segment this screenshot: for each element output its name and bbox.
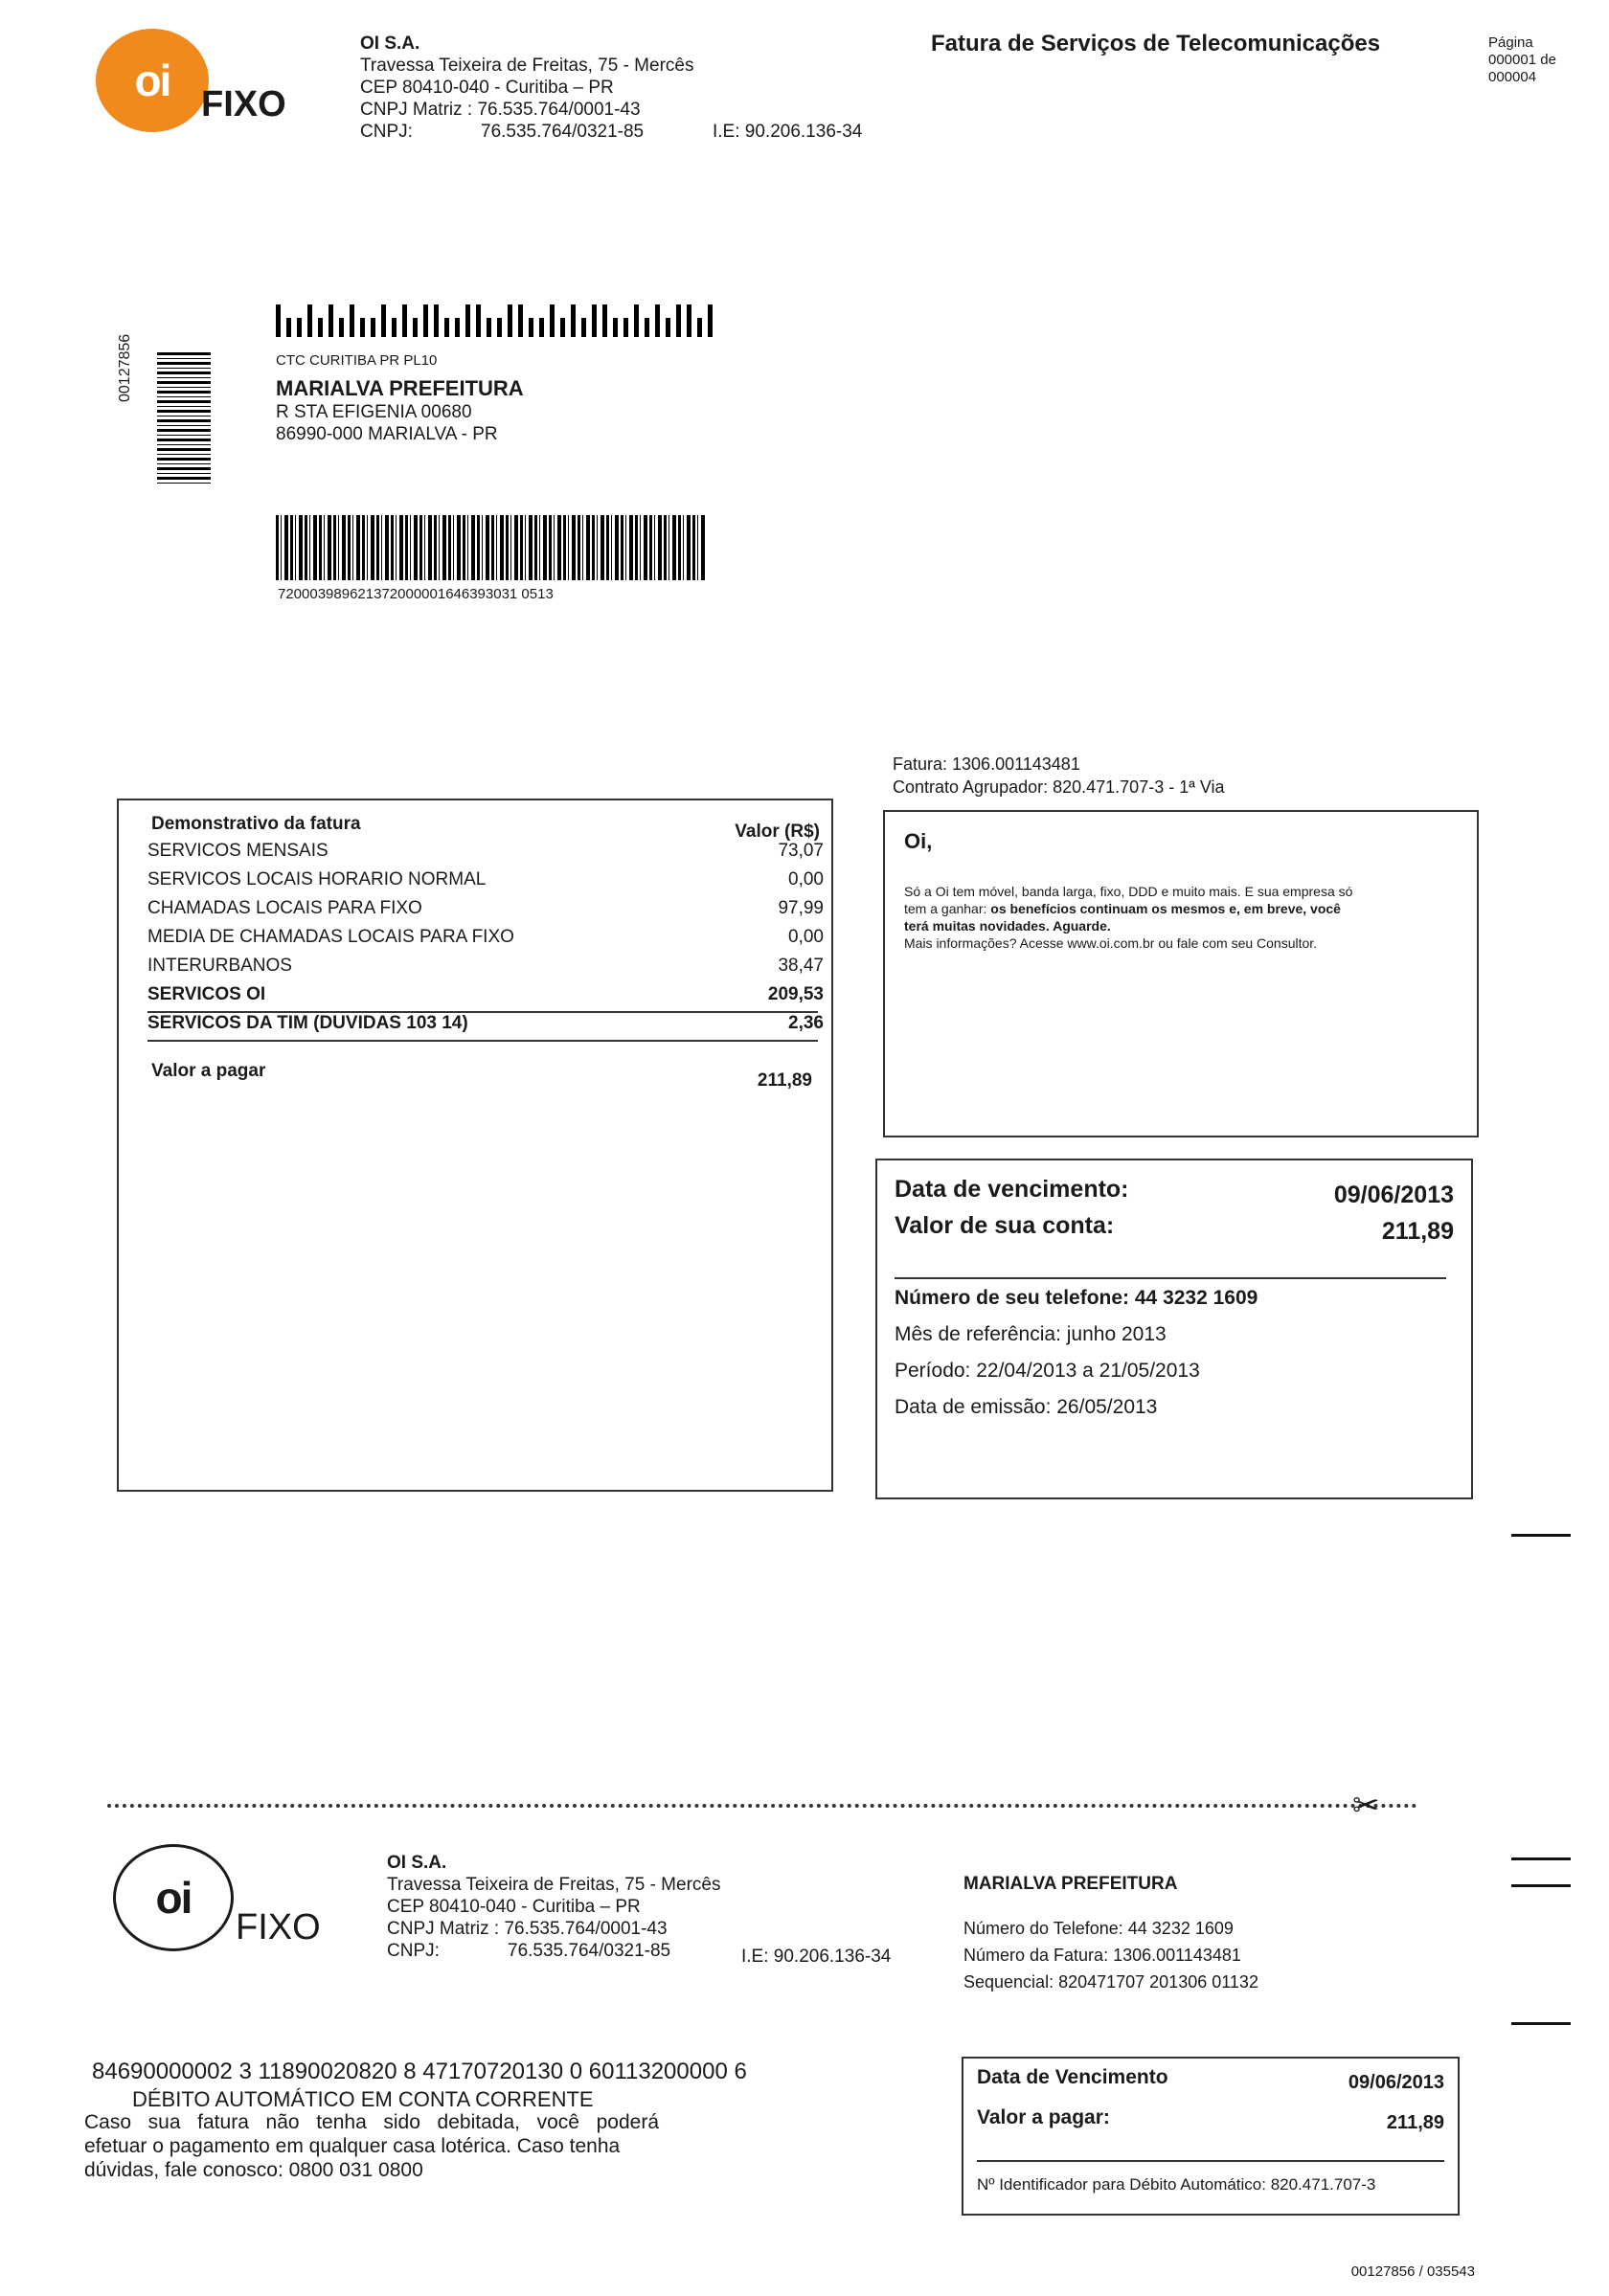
stub-payment-box	[962, 2057, 1460, 2216]
page-label: Página	[1488, 34, 1533, 51]
margin-marker	[1511, 1534, 1571, 1537]
logo-circle	[96, 29, 209, 132]
item-value: 0,00	[788, 927, 824, 947]
subtotal-row	[119, 980, 831, 1009]
stub-customer-name: MARIALVA PREFEITURA	[963, 1874, 1178, 1894]
mailing-street: R STA EFIGENIA 00680	[276, 402, 472, 422]
table-row	[119, 952, 831, 980]
due-date-label: Data de vencimento:	[895, 1176, 1129, 1203]
message-line-2-bold: os benefícios continuam os mesmos e, em breve, você	[990, 901, 1341, 916]
value-header: Valor (R$)	[735, 822, 820, 842]
page-total: 000004	[1488, 69, 1537, 85]
cnpj-label: CNPJ:	[360, 122, 413, 142]
postnet-barcode	[276, 304, 718, 337]
company-cnpj-matriz: CNPJ Matriz : 76.535.764/0001-43	[360, 100, 641, 120]
total-label: Valor a pagar	[151, 1061, 266, 1081]
side-code: 00127856	[117, 333, 133, 402]
stub-ie: I.E: 90.206.136-34	[741, 1947, 892, 1967]
message-line-2	[904, 900, 1458, 917]
digitable-line: 84690000002 3 11890020820 8 47170720130 0 60113200000 6	[92, 2059, 747, 2084]
message-line-4: Mais informações? Acesse www.oi.com.br ou fale com seu Consultor.	[904, 935, 1318, 951]
item-value: 0,00	[788, 869, 824, 889]
stub-logo-circle	[113, 1844, 234, 1951]
item-label: SERVICOS LOCAIS HORARIO NORMAL	[147, 869, 487, 889]
summary-box	[875, 1159, 1473, 1499]
due-date-value: 09/06/2013	[1333, 1182, 1454, 1208]
mailing-name: MARIALVA PREFEITURA	[276, 376, 524, 400]
stub-payment-rule	[977, 2160, 1444, 2162]
message-body	[904, 883, 1458, 952]
company-address-2: CEP 80410-040 - Curitiba – PR	[360, 78, 614, 98]
item-value: 73,07	[778, 841, 824, 861]
margin-marker	[1511, 1884, 1571, 1887]
message-greeting: Oi,	[904, 829, 933, 853]
stub-company-name: OI S.A.	[387, 1853, 447, 1873]
tim-row	[119, 1009, 831, 1038]
stub-cnpj-value: 76.535.764/0321-85	[508, 1941, 671, 1961]
table-row	[119, 894, 831, 923]
amount-value: 211,89	[1381, 1218, 1454, 1245]
amount-label: Valor de sua conta:	[895, 1212, 1115, 1239]
subtotal-rule	[147, 1011, 818, 1013]
item-label: MEDIA DE CHAMADAS LOCAIS PARA FIXO	[147, 927, 514, 947]
company-ie: I.E: 90.206.136-34	[713, 122, 863, 142]
tim-label: SERVICOS DA TIM (DUVIDAS 103 14)	[147, 1013, 468, 1033]
invoice-reference	[893, 753, 1225, 799]
issue-date: Data de emissão: 26/05/2013	[895, 1396, 1158, 1418]
contract-number: Contrato Agrupador: 820.471.707-3 - 1ª Via	[893, 777, 1225, 797]
margin-marker	[1511, 1857, 1571, 1860]
cnpj-value: 76.535.764/0321-85	[481, 122, 645, 142]
message-line-3: terá muitas novidades. Aguarde.	[904, 918, 1111, 934]
page-indicator	[1488, 34, 1556, 86]
stub-sequence: Sequencial: 820471707 201306 01132	[963, 1972, 1258, 1992]
table-row	[119, 923, 831, 952]
tim-rule	[147, 1040, 818, 1042]
demonstrativo-title: Demonstrativo da fatura	[151, 814, 361, 834]
tim-value: 2,36	[788, 1013, 824, 1033]
auto-debit-id: Nº Identificador para Débito Automático: 820.471.707-3	[977, 2175, 1376, 2194]
logo-fixo-text: FIXO	[201, 84, 286, 124]
item-value: 38,47	[778, 956, 824, 976]
company-address-1: Travessa Teixeira de Freitas, 75 - Mercês	[360, 56, 694, 76]
debit-text-1: Caso sua fatura não tenha sido debitada, você poderá	[84, 2111, 659, 2133]
item-label: INTERURBANOS	[147, 956, 292, 976]
oi-logo	[96, 29, 326, 134]
mailing-address	[276, 352, 524, 445]
message-line-2-pre: tem a ganhar:	[904, 901, 991, 916]
table-row	[119, 866, 831, 894]
page-number: 000001 de	[1488, 52, 1556, 68]
debit-title: DÉBITO AUTOMÁTICO EM CONTA CORRENTE	[132, 2087, 594, 2111]
demonstrativo-items	[119, 837, 831, 1038]
stub-due-value: 09/06/2013	[1348, 2072, 1444, 2093]
debit-info	[84, 2110, 659, 2182]
margin-marker	[1511, 2022, 1571, 2025]
message-box	[883, 810, 1479, 1137]
mailing-route: CTC CURITIBA PR PL10	[276, 352, 438, 369]
debit-text-2: efetuar o pagamento em qualquer casa lotérica. Caso tenha	[84, 2135, 621, 2157]
stub-cnpj-matriz: CNPJ Matriz : 76.535.764/0001-43	[387, 1919, 668, 1939]
mail-barcode-number: 720003989621372000001646393031 0513	[278, 586, 554, 602]
logo-oi-text: oi	[134, 56, 170, 105]
scissors-icon: ✂	[1352, 1787, 1380, 1825]
stub-company-address-2: CEP 80410-040 - Curitiba – PR	[387, 1897, 641, 1917]
item-value: 97,99	[778, 898, 824, 918]
message-line-1: Só a Oi tem móvel, banda larga, fixo, DDD e muito mais. E sua empresa só	[904, 884, 1353, 899]
billing-period: Período: 22/04/2013 a 21/05/2013	[895, 1360, 1200, 1382]
stub-logo-oi-text: oi	[155, 1873, 192, 1923]
document-title: Fatura de Serviços de Telecomunicações	[931, 31, 1381, 56]
footer-code: 00127856 / 035543	[1350, 2263, 1475, 2280]
company-name: OI S.A.	[360, 34, 420, 54]
stub-invoice: Número da Fatura: 1306.001143481	[963, 1946, 1241, 1965]
total-value: 211,89	[757, 1070, 812, 1091]
stub-pay-value: 211,89	[1386, 2112, 1444, 2133]
stub-customer-info	[963, 1871, 1258, 1995]
item-label: CHAMADAS LOCAIS PARA FIXO	[147, 898, 422, 918]
phone-number: Número de seu telefone: 44 3232 1609	[895, 1287, 1258, 1309]
stub-logo	[113, 1844, 362, 1949]
subtotal-value: 209,53	[767, 984, 824, 1004]
side-stacked-barcode	[157, 352, 211, 484]
item-label: SERVICOS MENSAIS	[147, 841, 329, 861]
mail-barcode	[276, 515, 705, 580]
cut-line	[107, 1804, 1417, 1808]
stub-due-label: Data de Vencimento	[977, 2066, 1168, 2088]
invoice-number: Fatura: 1306.001143481	[893, 754, 1080, 774]
stub-phone: Número do Telefone: 44 3232 1609	[963, 1919, 1234, 1938]
mailing-city: 86990-000 MARIALVA - PR	[276, 424, 498, 444]
stub-pay-label: Valor a pagar:	[977, 2106, 1110, 2128]
demonstrativo-box	[117, 799, 833, 1492]
reference-month: Mês de referência: junho 2013	[895, 1323, 1167, 1345]
stub-logo-fixo-text: FIXO	[236, 1907, 321, 1947]
stub-cnpj-label: CNPJ:	[387, 1941, 440, 1961]
subtotal-label: SERVICOS OI	[147, 984, 266, 1004]
stub-company-address-1: Travessa Teixeira de Freitas, 75 - Mercês	[387, 1875, 721, 1895]
summary-rule	[895, 1277, 1446, 1279]
table-row	[119, 837, 831, 866]
debit-text-3: dúvidas, fale conosco: 0800 031 0800	[84, 2159, 423, 2181]
